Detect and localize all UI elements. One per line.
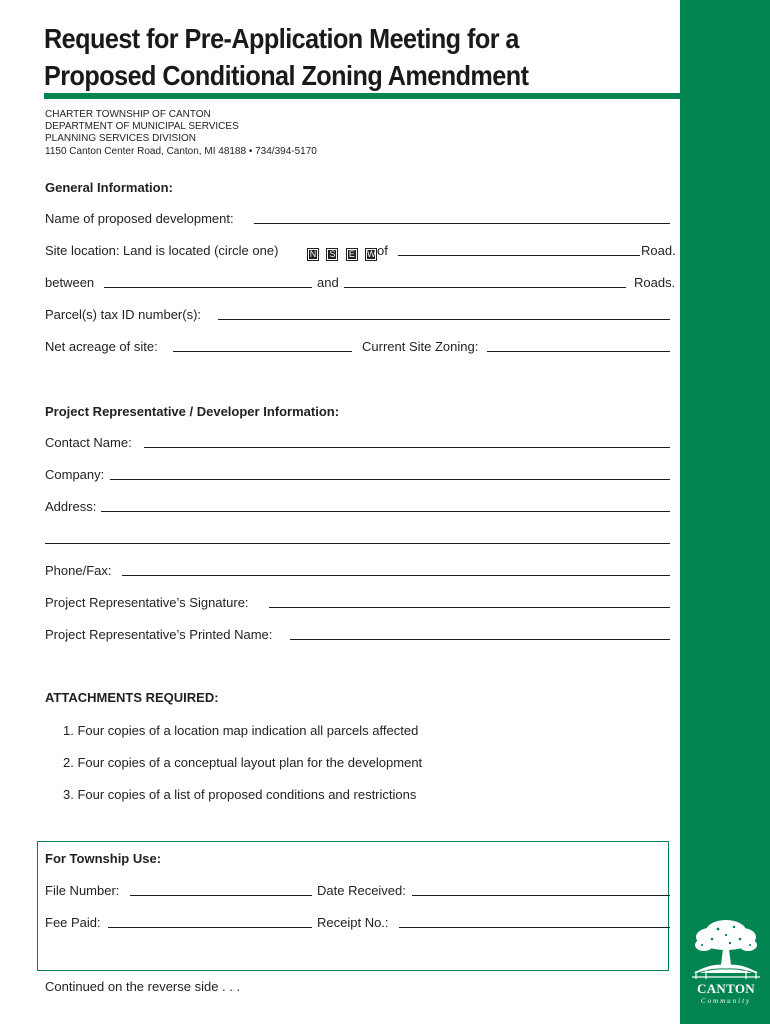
acreage-field[interactable] <box>173 351 352 352</box>
direction-option-w[interactable]: W <box>367 249 376 259</box>
org-line-3: PLANNING SERVICES DIVISION <box>45 133 196 145</box>
company-field[interactable] <box>110 479 670 480</box>
company-label: Company: <box>45 467 105 482</box>
direction-option-s[interactable]: S <box>326 248 338 261</box>
representative-heading: Project Representative / Developer Information: <box>45 404 340 419</box>
direction-options <box>307 244 380 262</box>
attachment-item-2: 2. Four copies of a conceptual layout plan for the development <box>63 755 423 770</box>
zoning-field[interactable] <box>487 351 670 352</box>
parcel-id-label: Parcel(s) tax ID number(s): <box>45 307 202 322</box>
org-address: 1150 Canton Center Road, Canton, MI 48188 • 734/394-5170 <box>45 145 317 157</box>
date-received-label: Date Received: <box>317 883 406 898</box>
address-field-line-2[interactable] <box>45 543 670 544</box>
logo-subtitle: Community <box>700 997 752 1005</box>
phone-fax-label: Phone/Fax: <box>45 563 112 578</box>
fee-paid-label: Fee Paid: <box>45 915 101 930</box>
address-label: Address: <box>45 499 97 514</box>
canton-logo <box>690 915 762 1010</box>
title-line-1: Request for Pre-Application Meeting for a <box>44 23 519 54</box>
title-line-2: Proposed Conditional Zoning Amendment <box>44 60 529 91</box>
page-title <box>44 20 602 94</box>
receipt-number-field[interactable] <box>399 927 670 928</box>
site-location-label: Site location: Land is located (circle one) <box>45 243 279 258</box>
title-divider <box>44 93 680 99</box>
receipt-number-label: Receipt No.: <box>317 915 389 930</box>
and-label: and <box>317 275 339 290</box>
brand-sidebar <box>680 0 770 1024</box>
continued-note: Continued on the reverse side . . . <box>45 979 241 994</box>
org-line-2: DEPARTMENT OF MUNICIPAL SERVICES <box>45 121 239 133</box>
between-label: between <box>45 275 95 290</box>
development-name-field[interactable] <box>254 223 670 224</box>
contact-name-label: Contact Name: <box>45 435 132 450</box>
printed-name-label: Project Representative’s Printed Name: <box>45 627 273 642</box>
roads-suffix: Roads. <box>634 275 676 290</box>
road-field[interactable] <box>398 255 640 256</box>
between-road-2-field[interactable] <box>344 287 626 288</box>
contact-name-field[interactable] <box>144 447 670 448</box>
tree-icon <box>690 915 762 979</box>
attachment-item-1: 1. Four copies of a location map indication all parcels affected <box>63 723 419 738</box>
organization-block <box>45 109 317 158</box>
township-use-heading: For Township Use: <box>45 851 162 866</box>
printed-name-field[interactable] <box>290 639 670 640</box>
development-name-label: Name of proposed development: <box>45 211 234 226</box>
org-line-1: CHARTER TOWNSHIP OF CANTON <box>45 109 211 120</box>
acreage-label: Net acreage of site: <box>45 339 158 354</box>
zoning-label: Current Site Zoning: <box>362 339 479 354</box>
between-road-1-field[interactable] <box>104 287 312 288</box>
direction-option-n[interactable]: N <box>307 248 319 261</box>
fee-paid-field[interactable] <box>108 927 312 928</box>
file-number-label: File Number: <box>45 883 120 898</box>
general-info-heading: General Information: <box>45 180 173 195</box>
phone-fax-field[interactable] <box>122 575 670 576</box>
direction-option-e[interactable]: E <box>346 248 358 261</box>
attachments-heading: ATTACHMENTS REQUIRED: <box>45 690 219 705</box>
of-label: of <box>377 243 388 258</box>
road-suffix: Road. <box>641 243 676 258</box>
date-received-field[interactable] <box>412 895 670 896</box>
attachment-item-3: 3. Four copies of a list of proposed conditions and restrictions <box>63 787 417 802</box>
signature-label: Project Representative’s Signature: <box>45 595 249 610</box>
address-field-line-1[interactable] <box>101 511 670 512</box>
logo-wordmark: CANTON <box>697 981 755 996</box>
file-number-field[interactable] <box>130 895 312 896</box>
parcel-id-field[interactable] <box>218 319 670 320</box>
signature-field[interactable] <box>269 607 670 608</box>
